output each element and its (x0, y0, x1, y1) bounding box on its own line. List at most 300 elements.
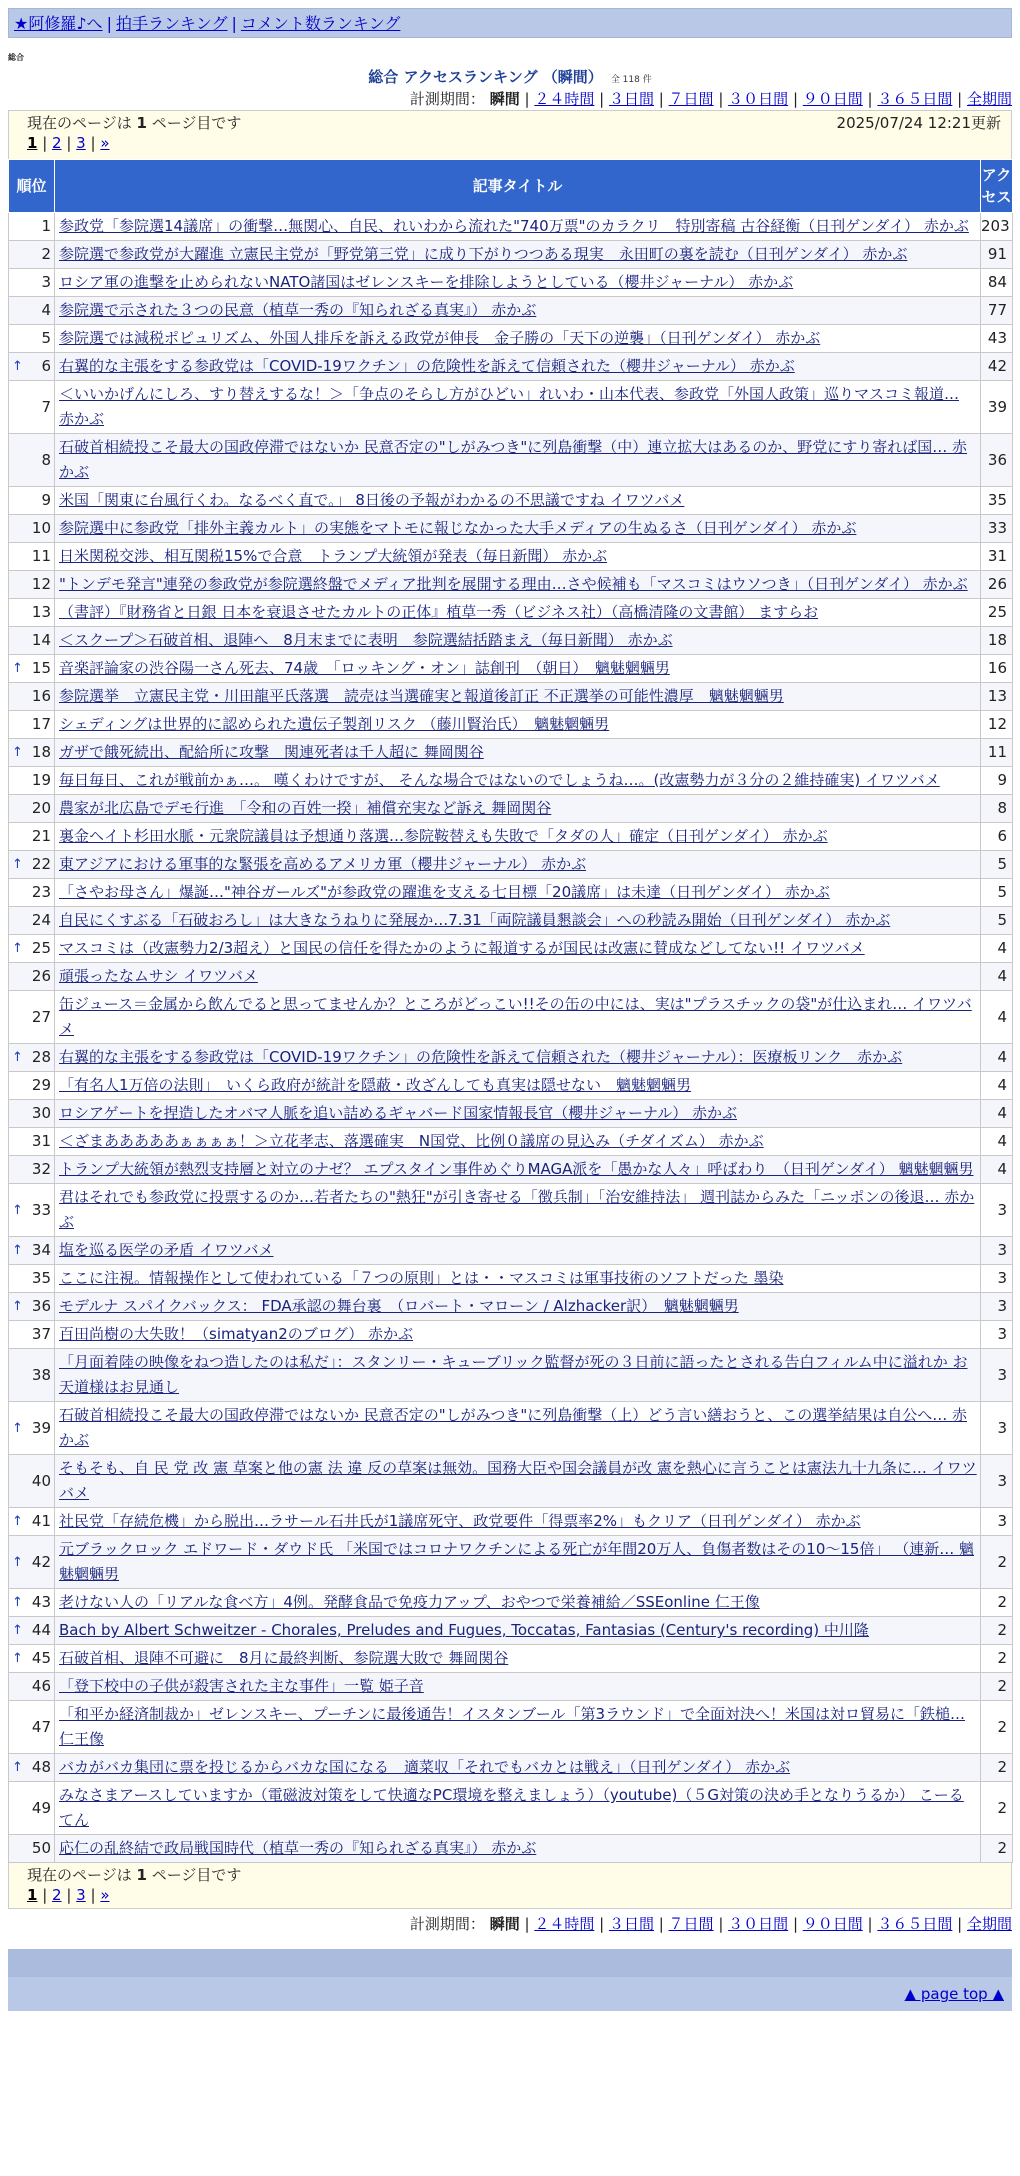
table-row (9, 1754, 1013, 1782)
title-cell (55, 1128, 981, 1156)
article-link[interactable]: 右翼的な主張をする参政党は「COVID-19ワクチン」の危険性を訴えて信頼された（櫻井ジャーナル）：医療板リンク 赤かぶ (59, 1048, 903, 1066)
header-title: 記事タイトル (55, 160, 981, 213)
title-cell (55, 1673, 981, 1701)
rank-number: 4 (41, 301, 51, 319)
access-count: 3 (981, 1402, 1013, 1455)
article-link[interactable]: マスコミは（改憲勢力2/3超え）と国民の信任を得たかのように報道するが国民は改憲に賛成などしてない!! イワツバメ (59, 939, 865, 957)
period-separator: | (788, 1915, 803, 1933)
rank-cell (9, 907, 55, 935)
rank-number: 14 (31, 631, 51, 649)
access-count: 2 (981, 1701, 1013, 1754)
rank-number: 5 (41, 329, 51, 347)
article-link[interactable]: 右翼的な主張をする参政党は「COVID-19ワクチン」の危険性を訴えて信頼された（櫻井ジャーナル） 赤かぶ (59, 357, 795, 375)
page-separator: | (61, 1886, 77, 1904)
title-cell (55, 1044, 981, 1072)
rank-up-icon: ↑ (12, 1243, 23, 1258)
title-cell (55, 487, 981, 515)
rank-up-icon: ↑ (12, 1050, 23, 1065)
article-link[interactable]: 自民にくすぶる「石破おろし」は大きなうねりに発展か…7.31「両院議員懇談会」への秒読み開始（日刊ゲンダイ） 赤かぶ (59, 911, 891, 929)
article-link[interactable]: 東アジアにおける軍事的な緊張を高めるアメリカ軍（櫻井ジャーナル） 赤かぶ (59, 855, 587, 873)
access-count: 6 (981, 823, 1013, 851)
title-cell (55, 269, 981, 297)
article-link[interactable]: 米国「関東に台風行くわ。なるべく直で。」 8日後の予報がわかるの不思議ですね イワツバメ (59, 491, 685, 509)
access-count: 2 (981, 1589, 1013, 1617)
rank-number: 41 (31, 1512, 51, 1530)
table-row (9, 963, 1013, 991)
title-cell (55, 1617, 981, 1645)
access-count: 12 (981, 711, 1013, 739)
rank-cell (9, 1673, 55, 1701)
header-access: アクセス (981, 160, 1013, 213)
ranking-rows (9, 213, 1013, 1863)
rank-number: 20 (31, 799, 51, 817)
page-status-after: ページ目です (146, 1866, 242, 1884)
title-cell (55, 241, 981, 269)
table-row (9, 991, 1013, 1044)
title-cell (55, 353, 981, 381)
access-count: 43 (981, 325, 1013, 353)
rank-number: 38 (31, 1365, 51, 1384)
table-row (9, 381, 1013, 434)
footer (8, 1949, 1012, 2011)
nav-comment-ranking-link[interactable]: コメント数ランキング (240, 14, 401, 33)
title-cell (55, 1072, 981, 1100)
article-link[interactable]: 頑張ったなムサシ イワツバメ (59, 967, 258, 985)
rank-number: 45 (31, 1649, 51, 1667)
rank-number: 25 (31, 939, 51, 957)
period-separator: | (862, 90, 878, 108)
rank-up-icon: ↑ (12, 661, 23, 676)
table-row (9, 543, 1013, 571)
period-link[interactable]: ３６５日間 (877, 1915, 953, 1933)
table-row (9, 1508, 1013, 1536)
nav-asyura-link[interactable]: ★阿修羅♪へ (14, 14, 103, 33)
table-row (9, 434, 1013, 487)
rank-cell (9, 1044, 55, 1072)
article-link[interactable]: 毎日毎日、これが戦前かぁ…。 嘆くわけですが、 そんな場合ではないのでしょうね…。(改憲勢力が３分の２維持確実) イワツバメ (59, 771, 940, 789)
access-count: 3 (981, 1349, 1013, 1402)
page-link[interactable]: » (100, 1886, 110, 1904)
rank-number: 18 (31, 743, 51, 761)
access-count: 3 (981, 1265, 1013, 1293)
title-cell (55, 1835, 981, 1863)
rank-number: 6 (41, 357, 51, 375)
access-count: 2 (981, 1754, 1013, 1782)
title-cell (55, 655, 981, 683)
access-count: 2 (981, 1782, 1013, 1835)
article-link[interactable]: シェディングは世界的に認められた遺伝子製剤リスク （藤川賢治氏） 魑魅魍魎男 (59, 715, 610, 733)
total-count: 全 118 件 (610, 75, 652, 85)
article-link[interactable]: 「和平か経済制裁か」ゼレンスキー、プーチンに最後通告！イスタンブール「第3ラウンド」で全面対決へ！米国は対ロ貿易に「鉄槌… 仁王像 (59, 1705, 966, 1748)
table-row (9, 711, 1013, 739)
article-link[interactable]: ロシア軍の進撃を止められないNATO諸国はゼレンスキーを排除しようとしている（櫻井ジャーナル） 赤かぶ (59, 273, 794, 291)
rank-number: 46 (31, 1677, 51, 1695)
rank-up-icon: ↑ (12, 1651, 23, 1666)
rank-cell (9, 1402, 55, 1455)
rank-number: 36 (31, 1297, 51, 1315)
page-current: 1 (27, 134, 38, 152)
title-cell (55, 907, 981, 935)
table-row (9, 1128, 1013, 1156)
period-link[interactable]: ２４時間 (534, 90, 595, 108)
access-count: 13 (981, 683, 1013, 711)
rank-number: 22 (31, 855, 51, 873)
rank-cell (9, 1349, 55, 1402)
table-row (9, 1835, 1013, 1863)
table-row (9, 1293, 1013, 1321)
rank-cell (9, 1782, 55, 1835)
rank-number: 11 (31, 547, 51, 565)
title-cell (55, 683, 981, 711)
access-count: 33 (981, 515, 1013, 543)
period-current: 瞬間 (489, 1915, 520, 1933)
access-count: 2 (981, 1617, 1013, 1645)
article-link[interactable]: （書評）『財務省と日銀 日本を衰退させたカルトの正体』植草一秀（ビジネス社）（高橋清隆の文書館） ますらお (59, 603, 819, 621)
header-rank: 順位 (9, 160, 55, 213)
title-cell (55, 434, 981, 487)
page-links (27, 1885, 1001, 1905)
period-separator: | (524, 1915, 535, 1933)
rank-number: 7 (41, 397, 51, 416)
table-row (9, 1072, 1013, 1100)
rank-number: 32 (31, 1160, 51, 1178)
rank-cell (9, 1508, 55, 1536)
access-count: 16 (981, 655, 1013, 683)
access-count: 3 (981, 1293, 1013, 1321)
title-cell (55, 599, 981, 627)
rank-number: 16 (31, 687, 51, 705)
article-link[interactable]: トランプ大統領が熱烈支持層と対立のナゼ？ エプスタイン事件めぐりMAGA派を「愚かな人々」呼ばわり （日刊ゲンダイ） 魑魅魍魎男 (59, 1160, 974, 1178)
rank-cell (9, 1536, 55, 1589)
rank-up-icon: ↑ (12, 745, 23, 760)
rank-number: 34 (31, 1241, 51, 1259)
access-count: 4 (981, 963, 1013, 991)
title-cell (55, 935, 981, 963)
article-link[interactable]: ＜スクープ＞石破首相、退陣へ 8月末までに表明 参院選結括踏まえ（毎日新聞） 赤かぶ (59, 631, 673, 649)
rank-number: 17 (31, 715, 51, 733)
rank-up-icon: ↑ (12, 1623, 23, 1638)
page-link[interactable]: 3 (76, 1886, 86, 1904)
title-cell (55, 711, 981, 739)
title-cell (55, 1754, 981, 1782)
title-cell (55, 1100, 981, 1128)
access-count: 2 (981, 1536, 1013, 1589)
access-count: 3 (981, 1455, 1013, 1508)
rank-cell (9, 739, 55, 767)
access-count: 9 (981, 767, 1013, 795)
access-count: 35 (981, 487, 1013, 515)
period-separator: | (713, 90, 729, 108)
period-link[interactable]: ７日間 (668, 1915, 714, 1933)
period-link[interactable]: ９０日間 (802, 1915, 863, 1933)
period-selector-bottom (8, 1913, 1012, 1935)
article-link[interactable]: ガザで餓死続出、配給所に攻撃 関連死者は千人超に 舞岡関谷 (59, 743, 484, 761)
period-separator: | (594, 1915, 609, 1933)
access-count: 2 (981, 1673, 1013, 1701)
period-separator: | (653, 90, 669, 108)
rank-cell (9, 213, 55, 241)
access-count: 4 (981, 1100, 1013, 1128)
article-link[interactable]: 石破首相続投こそ最大の国政停滞ではないか 民意否定の"しがみつき"に列島衝撃（中）連立拡大はあるのか、野党にすり寄れば国… 赤かぶ (59, 438, 968, 481)
article-link[interactable]: ここに注視。情報操作として使われている「７つの原則」とは・・マスコミは軍事技術のソフトだった 墨染 (59, 1269, 784, 1287)
article-link[interactable]: 缶ジュース＝金属から飲んでると思ってませんか？ところがどっこい!!その缶の中には、実は"プラスチックの袋"が仕込まれ… イワツバメ (59, 995, 972, 1038)
article-link[interactable]: 日米関税交渉、相互関税15%で合意 トランプ大統領が発表（毎日新聞） 赤かぶ (59, 547, 608, 565)
rank-cell (9, 795, 55, 823)
table-row (9, 1782, 1013, 1835)
rank-number: 23 (31, 883, 51, 901)
rank-up-icon: ↑ (12, 1420, 23, 1436)
page-separator: | (37, 134, 53, 152)
rank-number: 1 (41, 217, 51, 235)
rank-cell (9, 1293, 55, 1321)
page-separator: | (37, 1886, 53, 1904)
table-row (9, 1536, 1013, 1589)
table-row (9, 297, 1013, 325)
access-count: 3 (981, 1237, 1013, 1265)
period-separator: | (524, 90, 535, 108)
title-cell (55, 1321, 981, 1349)
title-cell (55, 1782, 981, 1835)
article-link[interactable]: ＜ざまあああああぁぁぁぁ！＞立花孝志、落選確実 N国党、比例０議席の見込み（チダイズム） 赤かぶ (59, 1132, 764, 1150)
rank-cell (9, 434, 55, 487)
title-cell (55, 1701, 981, 1754)
rank-cell (9, 1617, 55, 1645)
rank-number: 42 (31, 1552, 51, 1571)
period-link[interactable]: 全期間 (966, 1915, 1012, 1933)
article-link[interactable]: 音楽評論家の渋谷陽一さん死去、74歳 「ロッキング・オン」誌創刊 （朝日） 魑魅魍魎男 (59, 659, 670, 677)
page-current: 1 (27, 1886, 38, 1904)
title-cell (55, 1237, 981, 1265)
rank-number: 30 (31, 1104, 51, 1122)
article-link[interactable]: ロシアゲートを捏造したオバマ人脈を追い詰めるギャバード国家情報長官（櫻井ジャーナル） 赤かぶ (59, 1104, 737, 1122)
rank-cell (9, 543, 55, 571)
rank-cell (9, 1072, 55, 1100)
rank-number: 24 (31, 911, 51, 929)
article-link[interactable]: ＜いいかげんにしろ、すり替えするな！＞「争点のそらし方がひどい」れいわ・山本代表、参政党「外国人政策」巡りマスコミ報道… 赤かぶ (59, 385, 960, 428)
pager-bottom (8, 1863, 1012, 1909)
access-count: 4 (981, 935, 1013, 963)
access-count: 42 (981, 353, 1013, 381)
rank-cell (9, 487, 55, 515)
rank-cell (9, 991, 55, 1044)
period-separator: | (788, 90, 803, 108)
table-row (9, 907, 1013, 935)
page-link[interactable]: » (100, 134, 110, 152)
rank-up-icon: ↑ (12, 359, 23, 374)
article-link[interactable]: 「月面着陸の映像をねつ造したのは私だ」：スタンリー・キューブリック監督が死の３日前に語ったとされる告白フィルム中に溢れか お天道様はお見通し (59, 1353, 968, 1396)
article-link[interactable]: 参院選で参政党が大躍進 立憲民主党が「野党第三党」に成り下がりつつある現実 永田町の裏を読む（日刊ゲンダイ） 赤かぶ (59, 245, 908, 263)
title-cell (55, 381, 981, 434)
title-cell (55, 1402, 981, 1455)
table-row (9, 1645, 1013, 1673)
rank-cell (9, 767, 55, 795)
ranking-table (8, 159, 1013, 1863)
table-row (9, 1402, 1013, 1455)
title-cell (55, 823, 981, 851)
table-row (9, 1673, 1013, 1701)
access-count: 203 (981, 213, 1013, 241)
period-link[interactable]: ７日間 (668, 90, 714, 108)
rank-number: 19 (31, 771, 51, 789)
period-link[interactable]: ９０日間 (802, 90, 863, 108)
article-link[interactable]: 石破首相続投こそ最大の国政停滞ではないか 民意否定の"しがみつき"に列島衝撃（上）どう言い繕おうと、この選挙結果は自公へ… 赤かぶ (59, 1406, 968, 1449)
nav-applause-ranking-link[interactable]: 拍手ランキング (115, 14, 228, 33)
article-link[interactable]: 応仁の乱終結で政局戦国時代（植草一秀の『知られざる真実』） 赤かぶ (59, 1839, 537, 1857)
rank-number: 12 (31, 575, 51, 593)
table-row (9, 1100, 1013, 1128)
table-row (9, 515, 1013, 543)
period-link[interactable]: ３日間 (608, 1915, 654, 1933)
period-current: 瞬間 (489, 90, 520, 108)
rank-number: 43 (31, 1593, 51, 1611)
title-cell (55, 627, 981, 655)
rank-cell (9, 1701, 55, 1754)
page-link[interactable]: 3 (76, 134, 86, 152)
rank-number: 21 (31, 827, 51, 845)
page-top-link[interactable]: ▲ page top ▲ (904, 1985, 1004, 2003)
rank-number: 37 (31, 1325, 51, 1343)
rank-up-icon: ↑ (12, 1299, 23, 1314)
article-link[interactable]: "トンデモ発言"連発の参政党が参院選終盤でメディア批判を展開する理由…さや候補も「マスコミはウソつき」（日刊ゲンダイ） 赤かぶ (59, 575, 968, 593)
title-cell (55, 1645, 981, 1673)
access-count: 11 (981, 739, 1013, 767)
rank-cell (9, 599, 55, 627)
period-link[interactable]: ３６５日間 (877, 90, 953, 108)
title-cell (55, 1156, 981, 1184)
article-link[interactable]: 裏金ヘイト杉田水脈・元衆院議員は予想通り落選…参院鞍替えも失敗で「タダの人」確定（日刊ゲンダイ） 赤かぶ (59, 827, 828, 845)
article-link[interactable]: バカがバカ集団に票を投じるからバカな国になる 適菜収「それでもバカとは戦え」（日刊ゲンダイ） 赤かぶ (59, 1758, 791, 1776)
access-count: 4 (981, 1156, 1013, 1184)
access-count: 91 (981, 241, 1013, 269)
table-row (9, 269, 1013, 297)
period-link[interactable]: ３日間 (608, 90, 654, 108)
access-count: 39 (981, 381, 1013, 434)
rank-cell (9, 571, 55, 599)
table-row (9, 627, 1013, 655)
rank-number: 27 (31, 1007, 51, 1026)
title-cell (55, 1293, 981, 1321)
rank-up-icon: ↑ (12, 857, 23, 872)
ranking-header (8, 66, 1012, 88)
article-link[interactable]: 老けない人の「リアルな食べ方」4例。発酵食品で免疫力アップ、おやつで栄養補給／SSEonline 仁王像 (59, 1593, 760, 1611)
table-row (9, 1455, 1013, 1508)
access-count: 5 (981, 907, 1013, 935)
table-row (9, 1589, 1013, 1617)
rank-cell (9, 325, 55, 353)
table-row (9, 353, 1013, 381)
table-row (9, 487, 1013, 515)
article-link[interactable]: 参院選では減税ポピュリズム、外国人排斥を訴える政党が伸長 金子勝の「天下の逆襲」（日刊ゲンダイ） 赤かぶ (59, 329, 821, 347)
article-link[interactable]: モデルナ スパイクバックス： FDA承認の舞台裏 （ロバート・マローン / Alzhacker訳） 魑魅魍魎男 (59, 1297, 739, 1315)
page-separator: | (85, 1886, 101, 1904)
access-count: 8 (981, 795, 1013, 823)
title-cell (55, 297, 981, 325)
period-link[interactable]: ２４時間 (534, 1915, 595, 1933)
period-link[interactable]: ３０日間 (728, 90, 789, 108)
title-cell (55, 795, 981, 823)
article-link[interactable]: 参院選挙 立憲民主党・川田龍平氏落選 読売は当選確実と報道後訂正 不正選挙の可能性濃厚 魑魅魍魎男 (59, 687, 784, 705)
article-link[interactable]: 石破首相、退陣不可避に 8月に最終判断、参院選大敗で 舞岡関谷 (59, 1649, 509, 1667)
title-cell (55, 879, 981, 907)
rank-cell (9, 1100, 55, 1128)
rank-number: 10 (31, 519, 51, 537)
rank-cell (9, 1754, 55, 1782)
table-row (9, 795, 1013, 823)
article-link[interactable]: 塩を巡る医学の矛盾 イワツバメ (59, 1241, 274, 1259)
access-count: 3 (981, 1184, 1013, 1237)
article-link[interactable]: そもそも、自 民 党 改 憲 草案と他の憲 法 違 反の草案は無効。国務大臣や国会議員が改 憲を熱心に言うことは憲法九十九条に… イワツバメ (59, 1459, 977, 1502)
table-row (9, 571, 1013, 599)
rank-number: 26 (31, 967, 51, 985)
access-count: 5 (981, 851, 1013, 879)
article-link[interactable]: 参院選で示された３つの民意（植草一秀の『知られざる真実』） 赤かぶ (59, 301, 537, 319)
title-cell (55, 213, 981, 241)
article-link[interactable]: 「登下校中の子供が殺害された主な事件」一覧 姫子音 (59, 1677, 424, 1695)
table-row (9, 851, 1013, 879)
rank-cell (9, 711, 55, 739)
rank-up-icon: ↑ (12, 1595, 23, 1610)
rank-cell (9, 655, 55, 683)
page-link[interactable]: 2 (52, 1886, 62, 1904)
current-page: 1 (136, 114, 147, 132)
table-row (9, 1237, 1013, 1265)
page-links (27, 133, 1001, 153)
article-link[interactable]: 元ブラックロック エドワード・ダウド氏 「米国ではコロナワクチンによる死亡が年間20万人、負傷者数はその10～15倍」 （連新… 魑魅魍魎男 (59, 1540, 974, 1583)
table-row (9, 1349, 1013, 1402)
article-link[interactable]: 参院選中に参政党「排外主義カルト」の実態をマトモに報じなかった大手メディアの生ぬるさ（日刊ゲンダイ） 赤かぶ (59, 519, 857, 537)
article-link[interactable]: Bach by Albert Schweitzer - Chorales, Preludes and Fugues, Toccatas, Fantasias (Century's recording) 中川隆 (59, 1621, 869, 1639)
nav-separator: | (231, 14, 237, 33)
rank-cell (9, 381, 55, 434)
title-cell (55, 851, 981, 879)
title-cell (55, 325, 981, 353)
rank-cell (9, 1455, 55, 1508)
article-link[interactable]: 「さやお母さん」爆誕…"神谷ガールズ"が参政党の躍進を支える七目標「20議席」は未達（日刊ゲンダイ） 赤かぶ (59, 883, 830, 901)
rank-cell (9, 1265, 55, 1293)
period-separator: | (862, 1915, 878, 1933)
title-cell (55, 1589, 981, 1617)
article-link[interactable]: 百田尚樹の大失敗！（simatyan2のブログ） 赤かぶ (59, 1325, 414, 1343)
title-cell (55, 515, 981, 543)
period-link[interactable]: 全期間 (966, 90, 1012, 108)
title-cell (55, 1536, 981, 1589)
article-link[interactable]: みなさまアースしていますか（電磁波対策をして快適なPC環境を整えましょう）（youtube)（５G対策の決め手となりうるか） こーるてん (59, 1786, 964, 1829)
rank-cell (9, 1237, 55, 1265)
updated-time: 2025/07/24 12:21更新 (836, 114, 1001, 132)
table-row (9, 879, 1013, 907)
article-link[interactable]: 「有名人1万倍の法則」 いくら政府が統計を隠蔽・改ざんしても真実は隠せない 魑魅魍魎男 (59, 1076, 692, 1094)
rank-cell (9, 879, 55, 907)
rank-cell (9, 823, 55, 851)
rank-cell (9, 963, 55, 991)
article-link[interactable]: 社民党「存続危機」から脱出…ラサール石井氏が1議席死守、政党要件「得票率2%」もクリア（日刊ゲンダイ） 赤かぶ (59, 1512, 861, 1530)
table-row (9, 1617, 1013, 1645)
article-link[interactable]: 農家が北広島でデモ行進 「令和の百姓一揆」補償充実など訴え 舞岡関谷 (59, 799, 552, 817)
page-separator: | (61, 134, 77, 152)
rank-number: 3 (41, 273, 51, 291)
table-row (9, 325, 1013, 353)
period-link[interactable]: ３０日間 (728, 1915, 789, 1933)
article-link[interactable]: 参政党「参院選14議席」の衝撃…無関心、自民、れいわから流れた"740万票"のカラクリ 特別寄稿 古谷経衡（日刊ゲンダイ） 赤かぶ (59, 217, 969, 235)
period-separator: | (952, 90, 967, 108)
article-link[interactable]: 君はそれでも参政党に投票するのか…若者たちの"熱狂"が引き寄せる「徴兵制」「治安維持法」 週刊誌からみた「ニッポンの後退… 赤かぶ (59, 1188, 975, 1231)
title-cell (55, 1349, 981, 1402)
rank-cell (9, 1645, 55, 1673)
title-cell (55, 543, 981, 571)
table-row (9, 683, 1013, 711)
page-link[interactable]: 2 (52, 134, 62, 152)
table-row (9, 1044, 1013, 1072)
